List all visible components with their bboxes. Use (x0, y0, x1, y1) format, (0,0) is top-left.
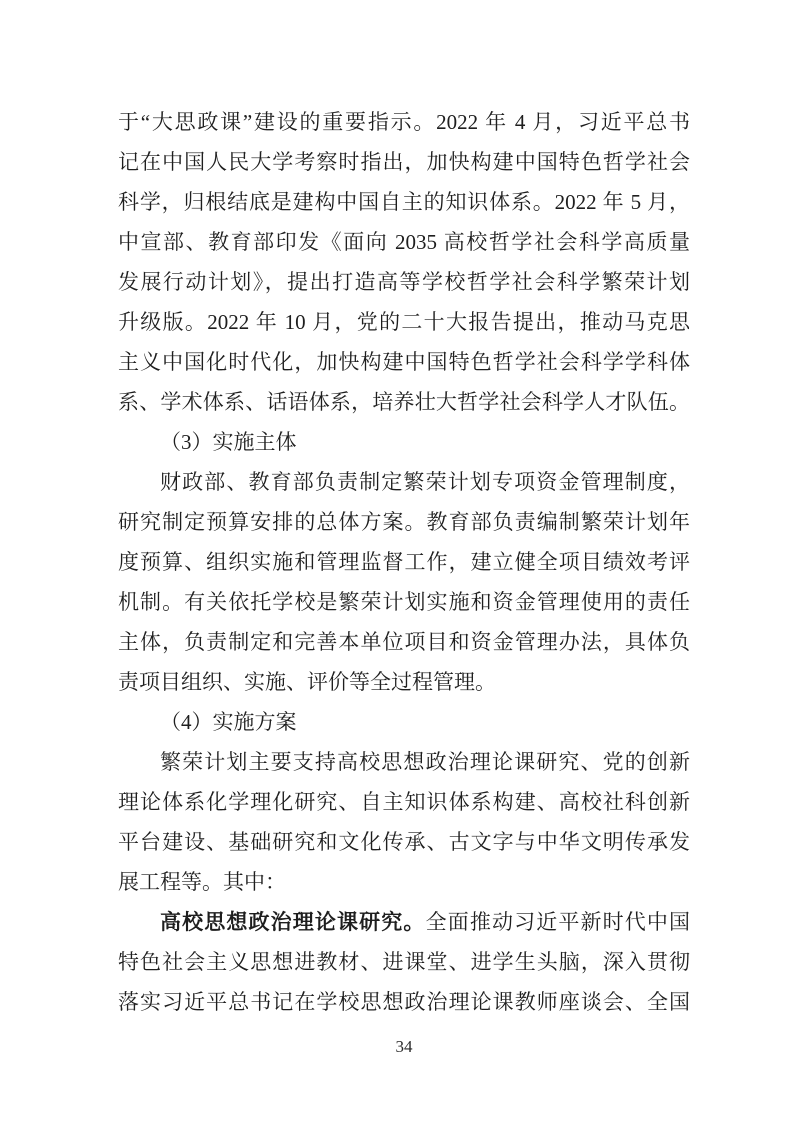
text-line: 系、学术体系、话语体系，培养壮大哲学社会科学人才队伍。 (118, 390, 690, 414)
text-line: 机制。有关依托学校是繁荣计划实施和资金管理使用的责任 (118, 590, 690, 614)
text-line: （3）实施主体 (160, 430, 297, 454)
text-line: 升级版。2022 年 10 月，党的二十大报告提出，推动马克思 (118, 310, 690, 334)
text-line: 责项目组织、实施、评价等全过程管理。 (118, 670, 496, 694)
text-line: 度预算、组织实施和管理监督工作，建立健全项目绩效考评 (118, 550, 690, 574)
text-line: 繁荣计划主要支持高校思想政治理论课研究、党的创新 (160, 750, 690, 774)
text-line: 于“大思政课”建设的重要指示。2022 年 4 月，习近平总书 (118, 110, 690, 134)
text-line: 高校思想政治理论课研究。全面推动习近平新时代中国 (160, 910, 691, 934)
text-line: 记在中国人民大学考察时指出，加快构建中国特色哲学社会 (118, 150, 690, 174)
text-line: 科学，归根结底是建构中国自主的知识体系。2022 年 5 月， (118, 190, 690, 214)
text-line: （4）实施方案 (160, 710, 297, 734)
document-body (118, 102, 690, 1022)
text-line: 展工程等。其中： (118, 870, 286, 894)
text-line: 理论体系化学理化研究、自主知识体系构建、高校社科创新 (118, 790, 690, 814)
text-line: 特色社会主义思想进教材、进课堂、进学生头脑，深入贯彻 (118, 950, 690, 974)
text-line: 主体，负责制定和完善本单位项目和资金管理办法，具体负 (118, 630, 690, 654)
text-line: 发展行动计划》，提出打造高等学校哲学社会科学繁荣计划 (118, 270, 690, 294)
text-line: 财政部、教育部负责制定繁荣计划专项资金管理制度， (160, 470, 690, 494)
text-line: 研究制定预算安排的总体方案。教育部负责编制繁荣计划年 (118, 510, 690, 534)
text-line: 中宣部、教育部印发《面向 2035 高校哲学社会科学高质量 (118, 230, 690, 254)
text-line: 平台建设、基础研究和文化传承、古文字与中华文明传承发 (118, 830, 690, 854)
bold-run: 高校思想政治理论课研究。 (160, 910, 426, 934)
text-line: 落实习近平总书记在学校思想政治理论课教师座谈会、全国 (118, 990, 690, 1014)
page-number: 34 (395, 1037, 413, 1056)
text-line: 主义中国化时代化，加快构建中国特色哲学社会科学学科体 (118, 350, 690, 374)
